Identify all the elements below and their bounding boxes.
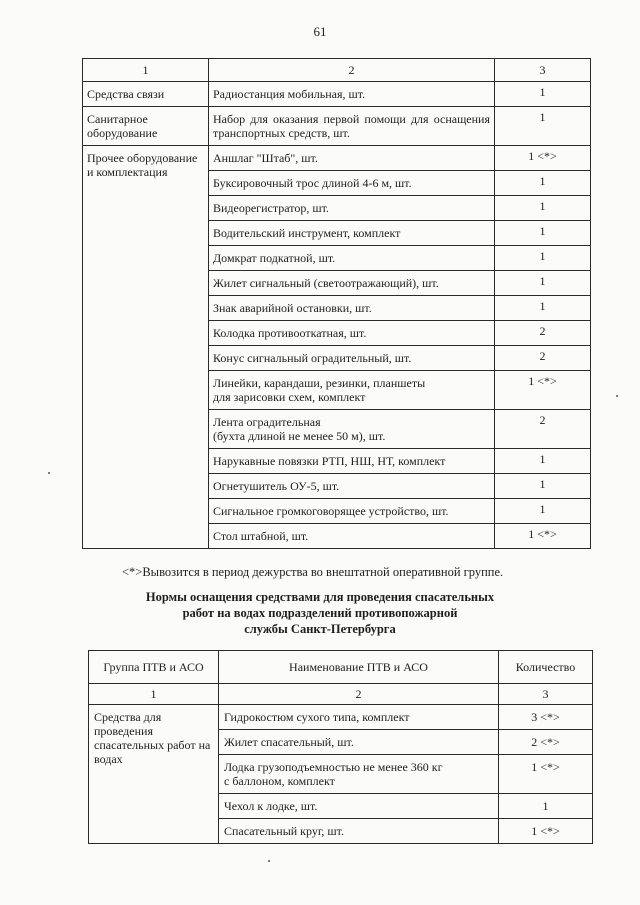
section-title xyxy=(100,589,540,637)
item-name: Водительский инструмент, комплект xyxy=(209,221,495,246)
table-row xyxy=(83,107,591,146)
table-row xyxy=(83,82,591,107)
column-number: 2 xyxy=(219,684,499,705)
item-qty: 1 xyxy=(495,499,591,524)
item-name xyxy=(209,371,495,410)
item-name: Стол штабной, шт. xyxy=(209,524,495,549)
item-name: Аншлаг "Штаб", шт. xyxy=(209,146,495,171)
column-number: 1 xyxy=(89,684,219,705)
table-row xyxy=(89,705,593,730)
group-cell: Прочее оборудование и комплектация xyxy=(83,146,209,549)
item-qty: 1 xyxy=(495,196,591,221)
item-name: Жилет сигнальный (светоотражающий), шт. xyxy=(209,271,495,296)
item-name: Чехол к лодке, шт. xyxy=(219,794,499,819)
item-qty: 2 <*> xyxy=(499,730,593,755)
section-title-line: Нормы оснащения средствами для проведения спасательных xyxy=(145,590,495,604)
item-name: Спасательный круг, шт. xyxy=(219,819,499,844)
table-row xyxy=(83,146,591,171)
table-column-numbers xyxy=(83,59,591,82)
item-name: Видеорегистратор, шт. xyxy=(209,196,495,221)
item-qty: 1 xyxy=(495,296,591,321)
item-qty: 1 <*> xyxy=(495,371,591,410)
column-number: 3 xyxy=(499,684,593,705)
table-header xyxy=(89,651,593,684)
item-qty: 1 xyxy=(495,171,591,196)
column-header: Количество xyxy=(499,651,593,684)
item-name: Жилет спасательный, шт. xyxy=(219,730,499,755)
water-rescue-table xyxy=(88,650,593,844)
item-name: Огнетушитель ОУ-5, шт. xyxy=(209,474,495,499)
column-number: 1 xyxy=(83,59,209,82)
item-name-line: для зарисовки схем, комплект xyxy=(213,390,366,404)
item-name: Знак аварийной остановки, шт. xyxy=(209,296,495,321)
item-qty: 2 xyxy=(495,410,591,449)
item-name xyxy=(209,410,495,449)
column-number: 2 xyxy=(209,59,495,82)
item-qty: 1 xyxy=(499,794,593,819)
item-qty: 1 <*> xyxy=(499,755,593,794)
item-qty: 1 xyxy=(495,107,591,146)
item-qty: 1 xyxy=(495,221,591,246)
group-cell: Средства для проведения спасательных работ на водах xyxy=(89,705,219,844)
scan-speck xyxy=(268,860,270,862)
item-name: Нарукавные повязки РТП, НШ, НТ, комплект xyxy=(209,449,495,474)
item-qty: 1 xyxy=(495,246,591,271)
equipment-table xyxy=(82,58,591,549)
item-name: Домкрат подкатной, шт. xyxy=(209,246,495,271)
scan-speck xyxy=(48,472,50,474)
item-name xyxy=(219,755,499,794)
item-qty: 3 <*> xyxy=(499,705,593,730)
column-number: 3 xyxy=(495,59,591,82)
section-title-line: службы Санкт-Петербурга xyxy=(244,622,396,636)
item-name: Набор для оказания первой помощи для оснащения транспортных средств, шт. xyxy=(209,107,495,146)
item-qty: 1 xyxy=(495,449,591,474)
item-qty: 1 xyxy=(495,271,591,296)
item-qty: 2 xyxy=(495,321,591,346)
item-name: Буксировочный трос длиной 4-6 м, шт. xyxy=(209,171,495,196)
item-name: Сигнальное громкоговорящее устройство, шт. xyxy=(209,499,495,524)
item-name: Колодка противооткатная, шт. xyxy=(209,321,495,346)
page-number: 61 xyxy=(313,24,327,39)
item-qty: 1 xyxy=(495,474,591,499)
item-qty: 1 xyxy=(495,82,591,107)
section-title-line: работ на водах подразделений противопожарной xyxy=(182,606,458,620)
item-qty: 1 <*> xyxy=(499,819,593,844)
item-name: Конус сигнальный оградительный, шт. xyxy=(209,346,495,371)
group-cell: Средства связи xyxy=(83,82,209,107)
item-qty: 1 <*> xyxy=(495,146,591,171)
item-name-line: Лодка грузоподъемностью не менее 360 кг xyxy=(224,760,443,774)
column-header: Группа ПТВ и АСО xyxy=(89,651,219,684)
item-name: Радиостанция мобильная, шт. xyxy=(209,82,495,107)
item-name-line: Линейки, карандаши, резинки, планшеты xyxy=(213,376,426,390)
item-qty: 1 <*> xyxy=(495,524,591,549)
item-name-line: с баллоном, комплект xyxy=(224,774,335,788)
item-name-line: Лента оградительная xyxy=(213,415,321,429)
group-cell: Санитарное оборудование xyxy=(83,107,209,146)
table-column-numbers xyxy=(89,684,593,705)
item-qty: 2 xyxy=(495,346,591,371)
item-name: Гидрокостюм сухого типа, комплект xyxy=(219,705,499,730)
item-name-line: (бухта длиной не менее 50 м), шт. xyxy=(213,429,386,443)
column-header: Наименование ПТВ и АСО xyxy=(219,651,499,684)
footnote: <*>Вывозится в период дежурства во внештатной оперативной группе. xyxy=(122,565,504,579)
scan-speck xyxy=(616,395,618,397)
